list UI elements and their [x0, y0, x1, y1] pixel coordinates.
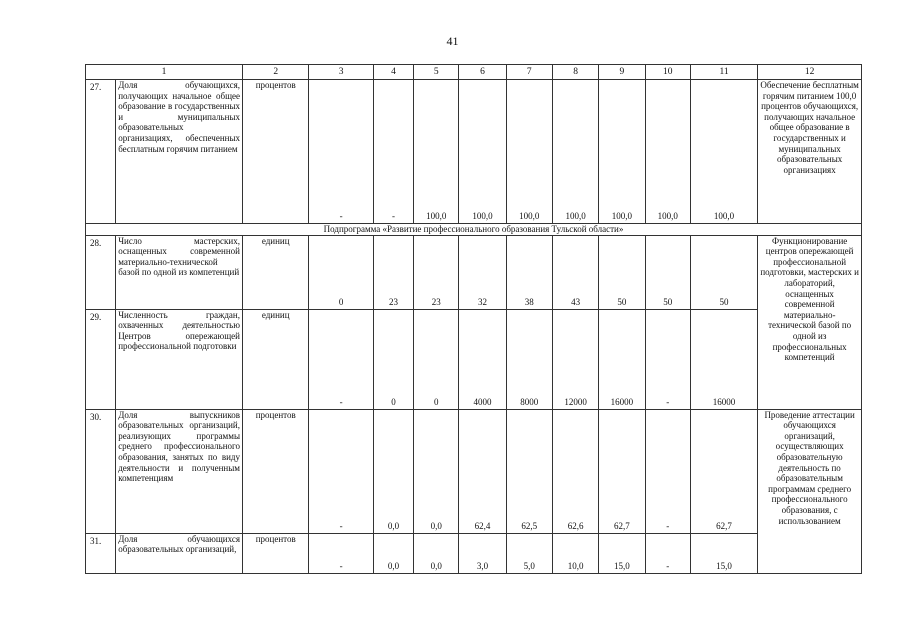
- col-header-12: 12: [758, 65, 862, 80]
- indicator-name: Доля обучающихся образовательных организаций,: [116, 533, 243, 573]
- table-row: [86, 235, 862, 309]
- value-cell: 0,0: [414, 409, 459, 533]
- expected-result: Проведение аттестации обучающихся организаций, осуществляющих образовательную деятельность по образовательным программам среднего профессионального образования, с использованием: [758, 409, 862, 573]
- value-cell: 32: [459, 235, 506, 309]
- value-cell: 0,0: [414, 533, 459, 573]
- value-cell: 5,0: [506, 533, 552, 573]
- unit-cell: процентов: [243, 409, 309, 533]
- value-cell: -: [309, 309, 373, 409]
- value-cell: 0: [309, 235, 373, 309]
- indicator-name: Доля выпускников образовательных организаций, реализующих программы среднего профессионального образования, занятых по виду деятельности и полученным компетенциям: [116, 409, 243, 533]
- row-number: 27.: [86, 80, 116, 224]
- indicator-table: [85, 64, 862, 574]
- value-cell: 23: [373, 235, 413, 309]
- col-header-10: 10: [645, 65, 690, 80]
- indicator-name: Численность граждан, охваченных деятельностью Центров опережающей профессиональной подготовки: [116, 309, 243, 409]
- value-cell: 100,0: [552, 80, 598, 224]
- value-cell: 0: [414, 309, 459, 409]
- row-number: 31.: [86, 533, 116, 573]
- value-cell: 100,0: [690, 80, 757, 224]
- value-cell: -: [309, 533, 373, 573]
- value-cell: 100,0: [414, 80, 459, 224]
- value-cell: 15,0: [599, 533, 645, 573]
- col-header-11: 11: [690, 65, 757, 80]
- row-number: 30.: [86, 409, 116, 533]
- value-cell: 100,0: [506, 80, 552, 224]
- value-cell: 62,4: [459, 409, 506, 533]
- unit-cell: процентов: [243, 533, 309, 573]
- value-cell: 100,0: [645, 80, 690, 224]
- table-row: [86, 409, 862, 533]
- col-header-2: 2: [243, 65, 309, 80]
- unit-cell: единиц: [243, 309, 309, 409]
- value-cell: 43: [552, 235, 598, 309]
- indicator-name: Число мастерских, оснащенных современной материально-технической базой по одной из компетенций: [116, 235, 243, 309]
- value-cell: 15,0: [690, 533, 757, 573]
- table-row: [86, 309, 862, 409]
- value-cell: 4000: [459, 309, 506, 409]
- value-cell: -: [373, 80, 413, 224]
- col-header-9: 9: [599, 65, 645, 80]
- col-header-7: 7: [506, 65, 552, 80]
- col-header-6: 6: [459, 65, 506, 80]
- value-cell: -: [309, 409, 373, 533]
- value-cell: 50: [690, 235, 757, 309]
- unit-cell: процентов: [243, 80, 309, 224]
- value-cell: -: [645, 533, 690, 573]
- value-cell: 50: [599, 235, 645, 309]
- value-cell: -: [645, 409, 690, 533]
- value-cell: 62,6: [552, 409, 598, 533]
- col-header-3: 3: [309, 65, 373, 80]
- value-cell: 16000: [599, 309, 645, 409]
- value-cell: 62,7: [690, 409, 757, 533]
- column-number-row: [86, 65, 862, 80]
- table-row: [86, 533, 862, 573]
- subprogram-title: Подпрограмма «Развитие профессионального образования Тульской области»: [86, 224, 862, 236]
- value-cell: 50: [645, 235, 690, 309]
- value-cell: 38: [506, 235, 552, 309]
- value-cell: 12000: [552, 309, 598, 409]
- value-cell: -: [309, 80, 373, 224]
- value-cell: 0,0: [373, 533, 413, 573]
- row-number: 29.: [86, 309, 116, 409]
- row-number: 28.: [86, 235, 116, 309]
- value-cell: 100,0: [599, 80, 645, 224]
- col-header-8: 8: [552, 65, 598, 80]
- value-cell: -: [645, 309, 690, 409]
- subprogram-row: [86, 224, 862, 236]
- table-row: [86, 80, 862, 224]
- value-cell: 0: [373, 309, 413, 409]
- value-cell: 10,0: [552, 533, 598, 573]
- col-header-4: 4: [373, 65, 413, 80]
- value-cell: 0,0: [373, 409, 413, 533]
- expected-result: Обеспечение бесплатным горячим питанием 100,0 процентов обучающихся, получающих начальное общее образование в государственных и муниципальных образовательных организациях: [758, 80, 862, 224]
- unit-cell: единиц: [243, 235, 309, 309]
- value-cell: 16000: [690, 309, 757, 409]
- page-number: 41: [446, 34, 459, 48]
- col-header-5: 5: [414, 65, 459, 80]
- indicator-name: Доля обучающихся, получающих начальное общее образование в государственных и муниципальных образовательных организациях, обеспеченных бесплатным горячим питанием: [116, 80, 243, 224]
- value-cell: 8000: [506, 309, 552, 409]
- value-cell: 23: [414, 235, 459, 309]
- col-header-1: 1: [86, 65, 243, 80]
- value-cell: 3,0: [459, 533, 506, 573]
- expected-result: Функционирование центров опережающей профессиональной подготовки, мастерских и лабораторий, оснащенных современной материально-технической базой по одной из профессиональных компетенций: [758, 235, 862, 409]
- value-cell: 100,0: [459, 80, 506, 224]
- value-cell: 62,7: [599, 409, 645, 533]
- value-cell: 62,5: [506, 409, 552, 533]
